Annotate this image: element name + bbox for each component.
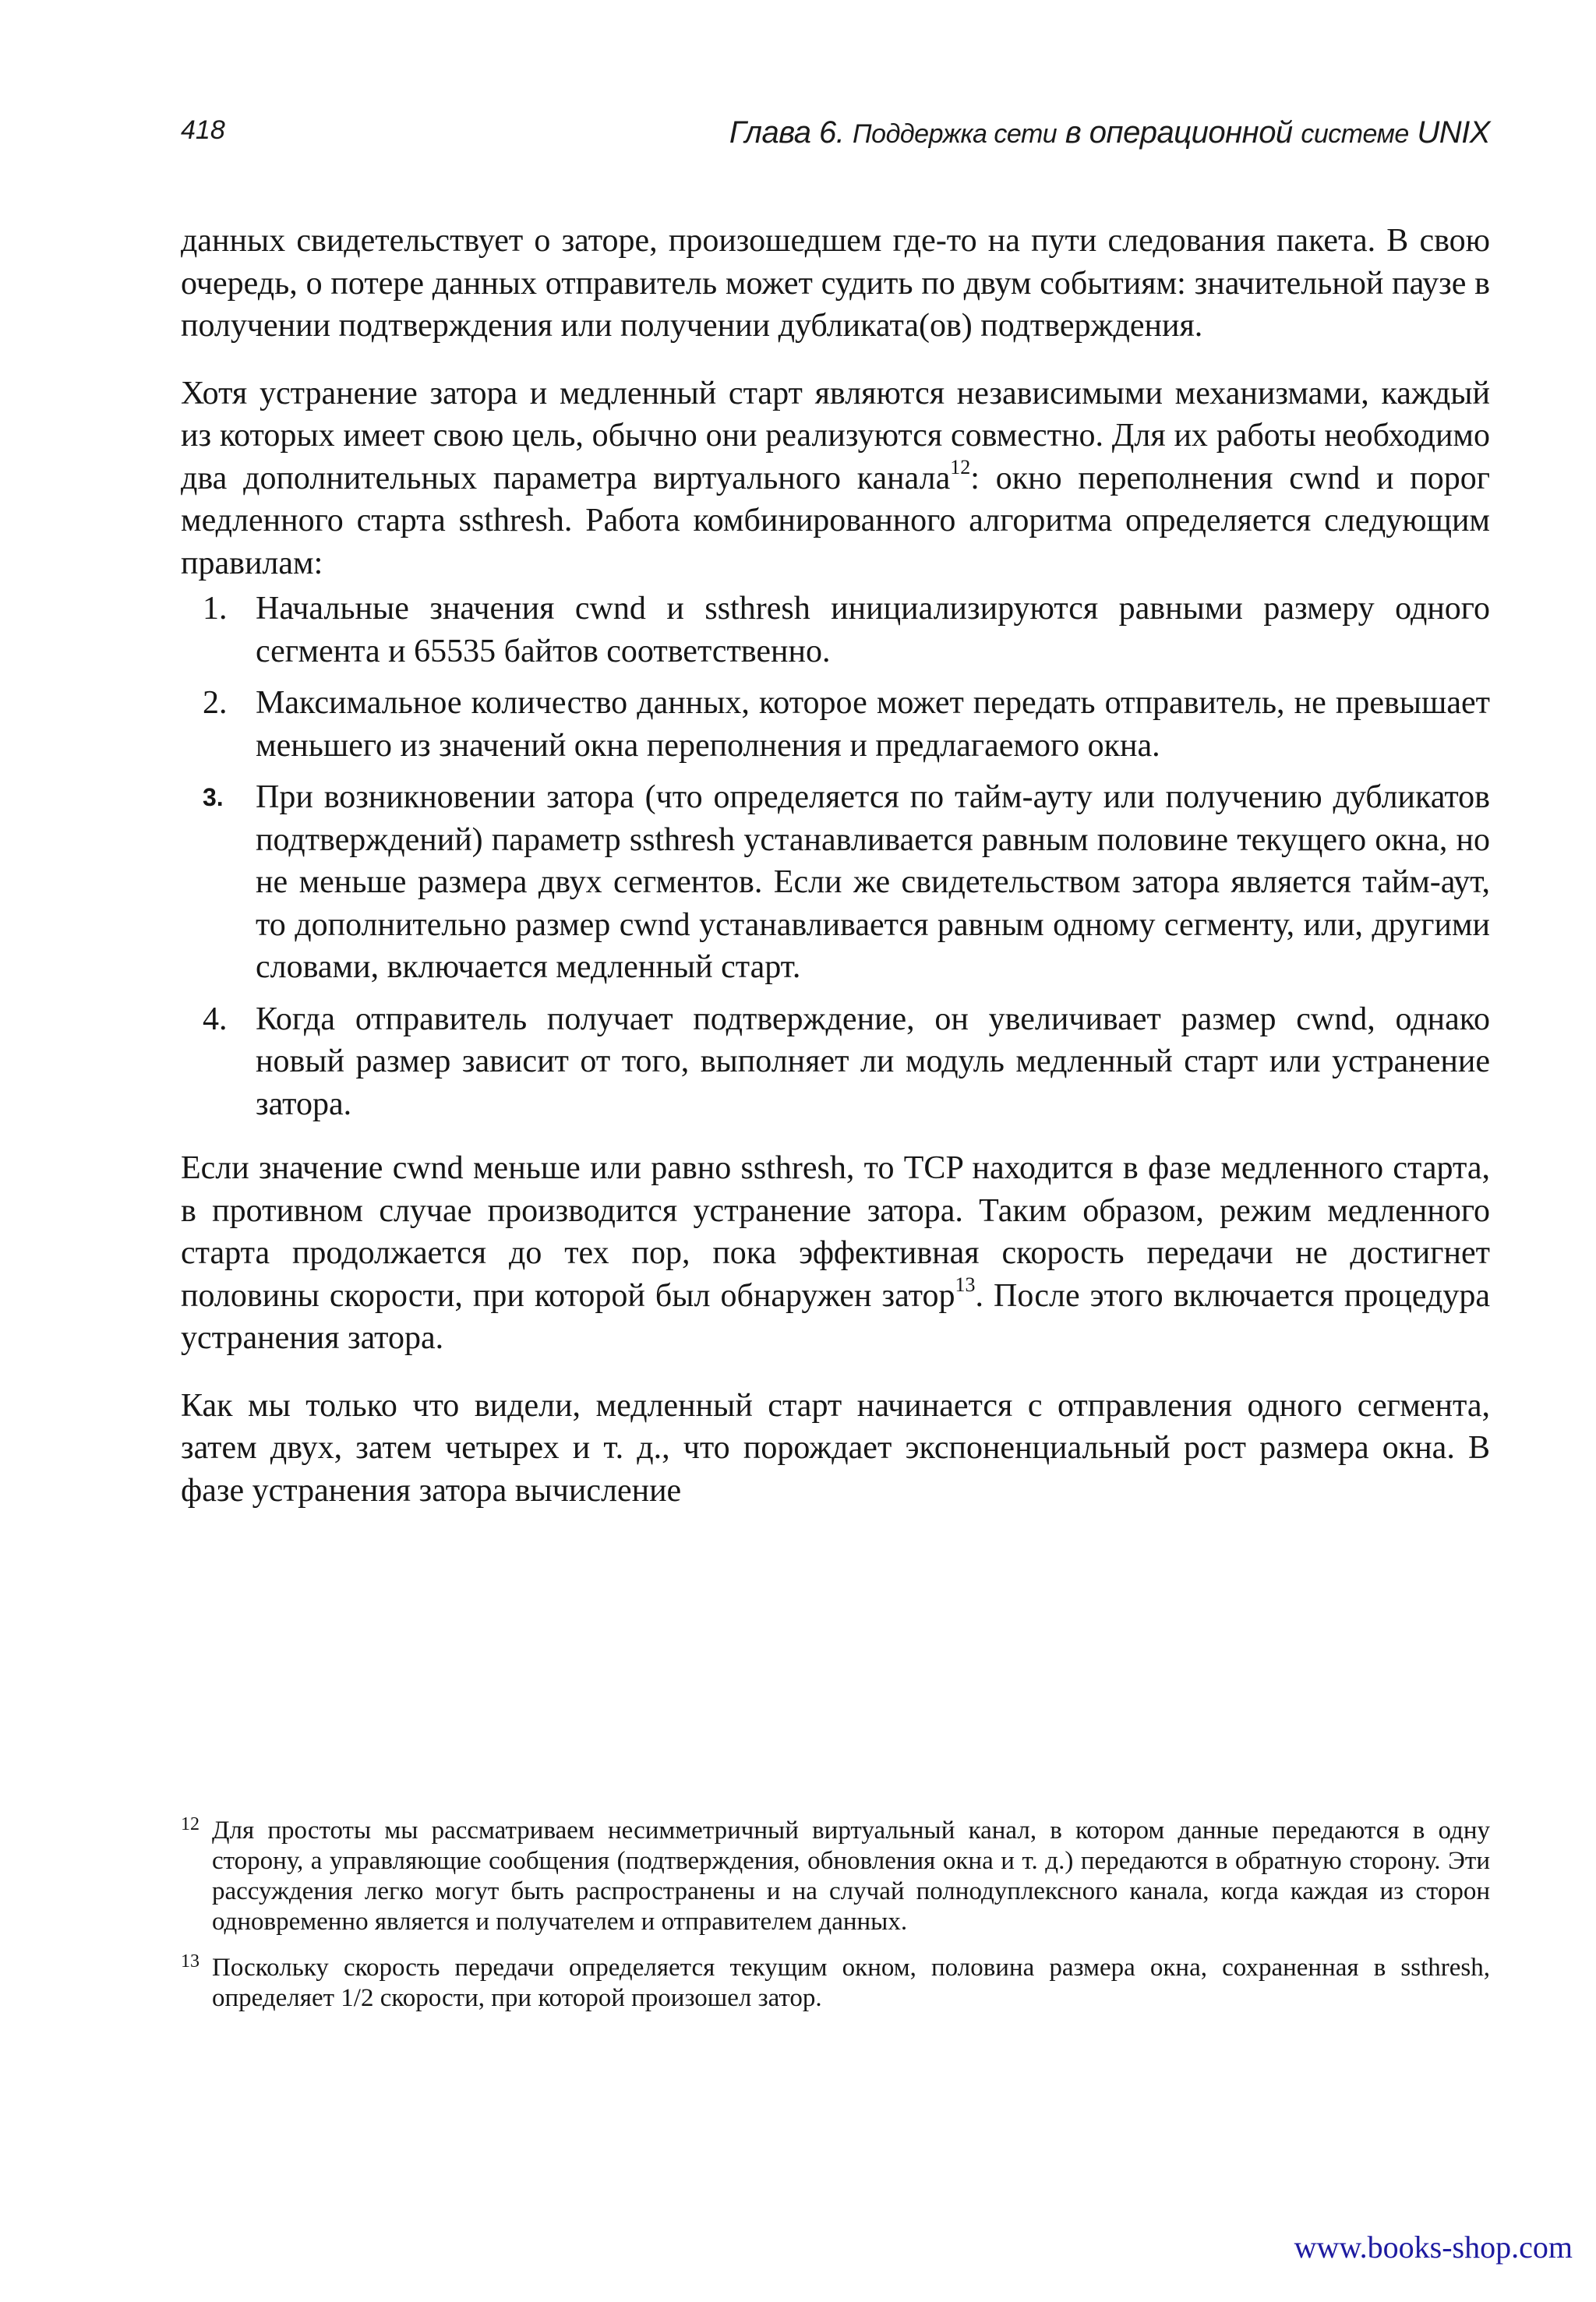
list-item-text: Когда отправитель получает подтверждение, он увеличивает размер cwnd, однако новый размер зависит от того, выполняет ли модуль медленный старт или устранение затора. (256, 1001, 1490, 1122)
footnote-mark: 13 (181, 1951, 200, 1972)
footnote-mark: 12 (181, 1814, 200, 1834)
footnote-ref: 13 (955, 1273, 976, 1296)
watermark-link[interactable]: www.books-shop.com (1294, 2230, 1573, 2265)
running-head (729, 115, 1490, 150)
running-head-part1: Поддержка сети (853, 119, 1058, 149)
chapter-label: Глава 6. (729, 115, 845, 150)
list-item (181, 588, 1490, 673)
list-item-text: При возникновении затора (что определяется по тайм-ауту или получению дубликатов подтверждений) параметр ssthresh устанавливается равным половине текущего окна, но не меньше размера двух сегментов. Если же свидетельством затора является тайм-аут, то дополнительно размер cwnd устанавливается равным одному сегменту, или, другими словами, включается медленный старт. (256, 779, 1490, 985)
list-number: 2. (203, 685, 228, 721)
running-head-part3: системе (1301, 119, 1409, 149)
page-number: 418 (181, 115, 225, 145)
footnotes (181, 1816, 1490, 2029)
page-body (181, 220, 1490, 1537)
paragraph-text: : окно переполнения cwnd и порог медленного старта ssthresh. Работа комбинированного алгоритма определяется следующим правилам: (181, 460, 1490, 581)
list-item (181, 998, 1490, 1126)
paragraph-text: . После этого включается процедура устранения затора. (181, 1277, 1490, 1356)
running-head-part4: UNIX (1417, 115, 1490, 150)
footnote (181, 1816, 1490, 1937)
paragraph (181, 372, 1490, 585)
list-number: 4. (203, 1001, 228, 1037)
footnote (181, 1953, 1490, 2014)
rules-list (181, 588, 1490, 1125)
list-item-text: Начальные значения cwnd и ssthresh инициализируются равными размеру одного сегмента и 65535 байтов соответственно. (256, 591, 1490, 669)
list-item (181, 682, 1490, 767)
paragraph: Как мы только что видели, медленный старт начинается с отправления одного сегмента, затем двух, затем четырех и т. д., что порождает экспоненциальный рост размера окна. В фазе устранения затора вычисление (181, 1387, 1490, 1509)
paragraph-text: Если значение cwnd меньше или равно ssthresh, то TCP находится в фазе медленного старта, в противном случае производится устранение затора. Таким образом, режим медленного старта продолжается до тех пор, пока эффективная скорость передачи не достигнет половины скорости, при которой был обнаружен затор (181, 1150, 1490, 1314)
page-header (181, 115, 1490, 162)
list-item-text: Максимальное количество данных, которое может передать отправитель, не превышает меньшего из значений окна переполнения и предлагаемого окна. (256, 685, 1490, 764)
footnote-text: Поскольку скорость передачи определяется текущим окном, половина размера окна, сохраненная в ssthresh, определяет 1/2 скорости, при которой произошел затор. (212, 1954, 1490, 2012)
footnote-text: Для простоты мы рассматриваем несимметричный виртуальный канал, в котором данные передаются в одну сторону, а управляющие сообщения (подтверждения, обновления окна и т. д.) передаются в обратную сторону. Эти рассуждения легко могут быть распространены и на случай полнодуплексного канала, когда каждая из сторон одновременно является и получателем и отправителем данных. (212, 1817, 1490, 1936)
running-head-part2: в операционной (1065, 115, 1293, 150)
footnote-ref: 12 (950, 455, 971, 478)
list-item (181, 776, 1490, 989)
paragraph: данных свидетельствует о заторе, произошедшем где-то на пути следования пакета. В свою очередь, о потере данных отправитель может судить по двум событиям: значительной паузе в получении подтверждения или получении дубликата(ов) подтверждения. (181, 223, 1490, 344)
list-number: 3. (203, 783, 224, 811)
paragraph-text: Хотя устранение затора и медленный старт являются независимыми механизмами, каждый из которых имеет свою цель, обычно они реализуются совместно. Для их работы необходимо два дополнительных параметра виртуального канала (181, 375, 1490, 496)
list-number: 1. (203, 591, 228, 627)
paragraph (181, 1147, 1490, 1360)
